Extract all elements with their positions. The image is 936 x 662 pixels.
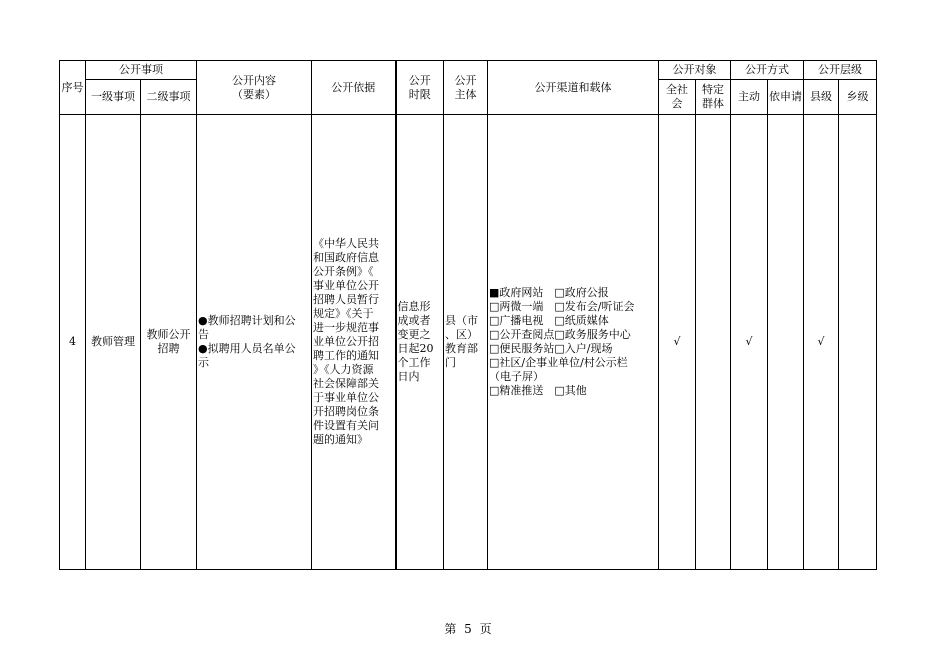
header-matter: 公开事项 [86,61,197,80]
channel-item: □便民服务站□入户/现场 [489,342,613,355]
header-target-all-line: 全社 [666,83,688,96]
cell-level2 [141,115,197,570]
header-target-all-line: 会 [671,97,683,110]
channel-item: □公开查阅点□政务服务中心 [489,328,631,341]
header-method: 公开方式 [731,61,804,80]
cell-basis-line: 和国政府信息 [313,251,379,264]
cell-basis-line: 开招聘岗位条 [313,405,379,418]
cell-seq: 4 [60,115,86,570]
cell-time [396,115,444,570]
header-target-specific-line: 特定 [702,83,724,96]
cell-basis-line: 进一步规范事 [313,321,379,334]
header-subject [444,61,488,115]
cell-time-line: 个工作 [397,356,431,369]
cell-subject-line: 教育部 [445,342,478,355]
cell-basis-line: 《中华人民共 [313,237,379,250]
page-prefix: 第 [444,622,457,636]
channel-item: □精准推送 □其他 [489,384,587,397]
page-number: 5 [464,622,472,636]
header-method-active: 主动 [731,80,768,115]
cell-channels [488,115,659,570]
channel-item: □两微一端 □发布会/听证会 [489,300,635,313]
cell-tier-town [839,115,877,570]
cell-level2-line: 教师公开 [146,328,191,341]
channel-item: □社区/企事业单位/村公示栏 [489,356,628,369]
cell-basis-line: 社会保障部关 [313,377,379,390]
cell-method-request [768,115,804,570]
cell-target-specific [696,115,731,570]
channel-list [489,286,657,398]
header-target-specific-line: 群体 [702,97,724,110]
cell-basis-line: 聘工作的通知 [313,349,379,362]
cell-time-line: 日内 [397,370,420,383]
header-basis: 公开依据 [312,61,396,115]
cell-basis [312,115,396,570]
header-time-line: 时限 [408,87,431,101]
cell-basis-line: 件设置有关问 [313,419,379,432]
cell-basis-line: 事业单位公开 [313,279,379,292]
cell-method-active: √ [731,115,768,570]
cell-level2-line: 招聘 [157,342,180,355]
cell-time-line: 日起20 [397,342,434,355]
channel-item: □广播电视 □纸质媒体 [489,314,609,327]
cell-time-line: 成或者 [397,314,431,327]
header-channels: 公开渠道和载体 [488,61,659,115]
header-method-request: 依申请 [768,80,804,115]
cell-target-all: √ [659,115,696,570]
cell-subject-line: 门 [445,356,456,369]
page-suffix: 页 [479,622,492,636]
cell-basis-line: 公开条例》《 [313,265,374,278]
disclosure-table [59,60,877,570]
table-row [60,115,877,570]
cell-subject-line: 、区） [445,328,478,341]
cell-subject-line: 县（市 [445,314,478,327]
header-content-line: （要素） [232,87,276,101]
header-content-line: 公开内容 [232,73,276,87]
cell-content-line: ●教师招聘计划和公 [198,314,296,327]
cell-basis-line: 招聘人员暂行 [313,293,379,306]
header-target: 公开对象 [659,61,731,80]
cell-subject [444,115,488,570]
header-subject-line: 公开 [454,73,477,87]
header-content [197,61,312,115]
header-subject-line: 主体 [454,87,477,101]
header-tier-town: 乡级 [839,80,877,115]
cell-time-line: 变更之 [397,328,431,341]
cell-content-line: 告 [198,328,209,341]
header-time [396,61,444,115]
header-level2: 二级事项 [141,80,197,115]
page-footer [0,620,936,637]
cell-content-line: ●拟聘用人员名单公 [198,342,296,355]
cell-content-line: 示 [198,356,209,369]
channel-item: ■政府网站 □政府公报 [489,286,609,299]
cell-content [197,115,312,570]
cell-basis-line: 于事业单位公 [313,391,379,404]
header-target-specific [696,80,731,115]
header-tier: 公开层级 [804,61,877,80]
header-target-all [659,80,696,115]
cell-basis-line: 规定》《关于 [313,307,374,320]
cell-level1: 教师管理 [86,115,141,570]
cell-basis-line: 业单位公开招 [313,335,379,348]
header-time-line: 公开 [408,73,431,87]
header-level1: 一级事项 [86,80,141,115]
header-seq: 序号 [60,61,86,115]
channel-item: （电子屏） [489,370,544,383]
cell-time-line: 信息形 [397,300,431,313]
header-tier-county: 县级 [804,80,839,115]
cell-basis-line: 题的通知》 [313,433,368,446]
cell-tier-county: √ [804,115,839,570]
cell-basis-line: 》《人力资源 [313,363,374,376]
